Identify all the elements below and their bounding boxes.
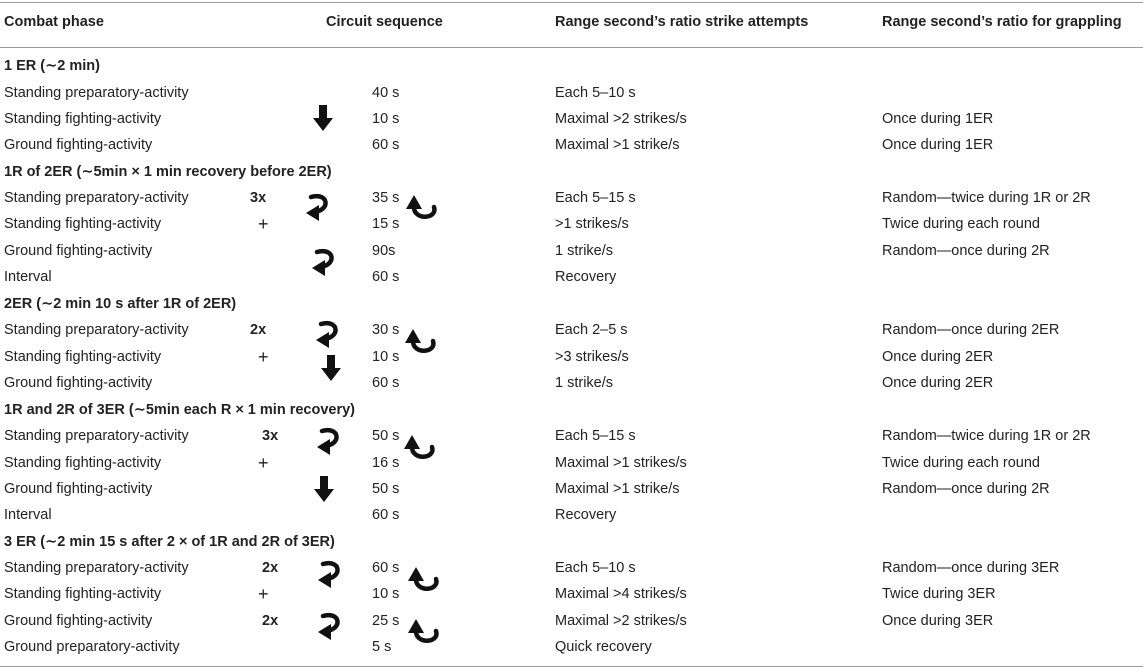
header-strike-ratio: Range second’s ratio strike attempts — [555, 14, 809, 30]
header-circuit-sequence: Circuit sequence — [326, 14, 443, 30]
grappling-cell: Twice during each round — [882, 455, 1040, 471]
grappling-cell: Once during 1ER — [882, 137, 994, 153]
grappling-cell: Twice during 3ER — [882, 586, 996, 602]
time-cell: 40 s — [372, 85, 400, 101]
table-top-rule — [0, 2, 1143, 3]
header-combat-phase: Combat phase — [4, 14, 104, 30]
strike-cell: Each 2–5 s — [555, 322, 628, 338]
strike-cell: Each 5–10 s — [555, 85, 636, 101]
curved-loop-arrow-icon — [318, 427, 346, 457]
time-cell: 60 s — [372, 560, 400, 576]
table-row — [0, 344, 1143, 370]
strike-cell: Quick recovery — [555, 639, 652, 655]
section-title-row — [0, 159, 1143, 185]
grappling-cell: Twice during each round — [882, 216, 1040, 232]
table-row — [0, 502, 1143, 528]
header-grappling-ratio: Range second’s ratio for grappling — [882, 14, 1122, 30]
strike-cell: Recovery — [555, 507, 617, 523]
section-title-row — [0, 529, 1143, 555]
phase-cell: Interval — [4, 507, 52, 523]
time-cell: 30 s — [372, 322, 400, 338]
curved-loop-arrow-icon — [317, 320, 345, 350]
phase-cell: Ground preparatory-activity — [4, 639, 180, 655]
strike-cell: Maximal >4 strikes/s — [555, 586, 687, 602]
section-title: 1R and 2R of 3ER (∼5min each R × 1 min recovery) — [4, 402, 356, 418]
time-cell: 60 s — [372, 375, 400, 391]
phase-cell: Ground fighting-activity — [4, 481, 153, 497]
down-arrow-icon — [313, 105, 333, 131]
table-bottom-rule — [0, 666, 1143, 667]
phase-cell: Ground fighting-activity — [4, 613, 153, 629]
header-bottom-rule — [0, 47, 1143, 48]
phase-cell: Ground fighting-activity — [4, 375, 153, 391]
curved-loop-arrow-icon — [319, 560, 347, 590]
grappling-cell: Once during 2ER — [882, 349, 994, 365]
table-row — [0, 106, 1143, 132]
section-title-row — [0, 53, 1143, 79]
repeat-multiplier: 2x — [250, 322, 267, 338]
section-title: 3 ER (∼2 min 15 s after 2 × of 1R and 2R of 3ER) — [4, 534, 335, 550]
strike-cell: Each 5–15 s — [555, 428, 636, 444]
phase-cell: Standing preparatory-activity — [4, 428, 189, 444]
time-cell: 15 s — [372, 216, 400, 232]
grappling-cell: Once during 1ER — [882, 111, 994, 127]
table-row — [0, 581, 1143, 607]
table-row — [0, 555, 1143, 581]
phase-cell: Interval — [4, 269, 52, 285]
phase-cell: Ground fighting-activity — [4, 243, 153, 259]
time-cell: 25 s — [372, 613, 400, 629]
time-cell: 50 s — [372, 428, 400, 444]
phase-cell: Standing preparatory-activity — [4, 85, 189, 101]
table-row — [0, 132, 1143, 158]
table-row — [0, 476, 1143, 502]
curved-return-arrow-icon — [410, 615, 440, 645]
time-cell: 10 s — [372, 349, 400, 365]
strike-cell: Each 5–15 s — [555, 190, 636, 206]
table-row — [0, 634, 1143, 660]
curved-loop-arrow-icon — [313, 248, 341, 278]
table-row — [0, 211, 1143, 237]
grappling-cell: Once during 3ER — [882, 613, 994, 629]
strike-cell: Maximal >2 strikes/s — [555, 111, 687, 127]
table-row — [0, 264, 1143, 290]
time-cell: 5 s — [372, 639, 392, 655]
table-row — [0, 238, 1143, 264]
table-header — [0, 9, 1143, 35]
grappling-cell: Random—once during 2R — [882, 481, 1050, 497]
strike-cell: Maximal >2 strikes/s — [555, 613, 687, 629]
repeat-multiplier: 3x — [262, 428, 279, 444]
table-row — [0, 370, 1143, 396]
section-title: 1 ER (∼2 min) — [4, 58, 100, 74]
curved-loop-arrow-icon — [319, 612, 347, 642]
plus-sign: + — [258, 214, 269, 234]
plus-sign: + — [258, 584, 269, 604]
plus-sign: + — [258, 453, 269, 473]
time-cell: 60 s — [372, 507, 400, 523]
grappling-cell: Once during 2ER — [882, 375, 994, 391]
strike-cell: Recovery — [555, 269, 617, 285]
grappling-cell: Random—once during 2R — [882, 243, 1050, 259]
strike-cell: Maximal >1 strike/s — [555, 481, 680, 497]
strike-cell: Each 5–10 s — [555, 560, 636, 576]
section-title: 1R of 2ER (∼5min × 1 min recovery before 2ER) — [4, 164, 332, 180]
time-cell: 50 s — [372, 481, 400, 497]
curved-loop-arrow-icon — [307, 193, 335, 223]
down-arrow-icon — [314, 476, 334, 502]
grappling-cell: Random—twice during 1R or 2R — [882, 190, 1091, 206]
down-arrow-icon — [321, 355, 341, 381]
section-title-row — [0, 397, 1143, 423]
section-title-row — [0, 291, 1143, 317]
time-cell: 60 s — [372, 137, 400, 153]
time-cell: 60 s — [372, 269, 400, 285]
repeat-multiplier: 2x — [262, 560, 279, 576]
time-cell: 90s — [372, 243, 396, 259]
strike-cell: >3 strikes/s — [555, 349, 629, 365]
curved-return-arrow-icon — [408, 191, 438, 221]
strike-cell: 1 strike/s — [555, 375, 614, 391]
phase-cell: Standing preparatory-activity — [4, 190, 189, 206]
phase-cell: Ground fighting-activity — [4, 137, 153, 153]
table-row — [0, 608, 1143, 634]
repeat-multiplier: 3x — [250, 190, 267, 206]
phase-cell: Standing fighting-activity — [4, 349, 162, 365]
phase-cell: Standing fighting-activity — [4, 111, 162, 127]
phase-cell: Standing fighting-activity — [4, 586, 162, 602]
table-row — [0, 185, 1143, 211]
phase-cell: Standing preparatory-activity — [4, 560, 189, 576]
table-row — [0, 317, 1143, 343]
grappling-cell: Random—once during 2ER — [882, 322, 1060, 338]
curved-return-arrow-icon — [410, 563, 440, 593]
strike-cell: Maximal >1 strike/s — [555, 137, 680, 153]
table-row — [0, 450, 1143, 476]
phase-cell: Standing preparatory-activity — [4, 322, 189, 338]
grappling-cell: Random—once during 3ER — [882, 560, 1060, 576]
section-title: 2ER (∼2 min 10 s after 1R of 2ER) — [4, 296, 237, 312]
grappling-cell: Random—twice during 1R or 2R — [882, 428, 1091, 444]
repeat-multiplier: 2x — [262, 613, 279, 629]
time-cell: 16 s — [372, 455, 400, 471]
phase-cell: Standing fighting-activity — [4, 455, 162, 471]
curved-return-arrow-icon — [406, 431, 436, 461]
time-cell: 10 s — [372, 586, 400, 602]
table-row — [0, 80, 1143, 106]
time-cell: 35 s — [372, 190, 400, 206]
strike-cell: >1 strikes/s — [555, 216, 629, 232]
time-cell: 10 s — [372, 111, 400, 127]
phase-cell: Standing fighting-activity — [4, 216, 162, 232]
plus-sign: + — [258, 347, 269, 367]
strike-cell: Maximal >1 strikes/s — [555, 455, 687, 471]
table-row — [0, 423, 1143, 449]
curved-return-arrow-icon — [407, 325, 437, 355]
strike-cell: 1 strike/s — [555, 243, 614, 259]
